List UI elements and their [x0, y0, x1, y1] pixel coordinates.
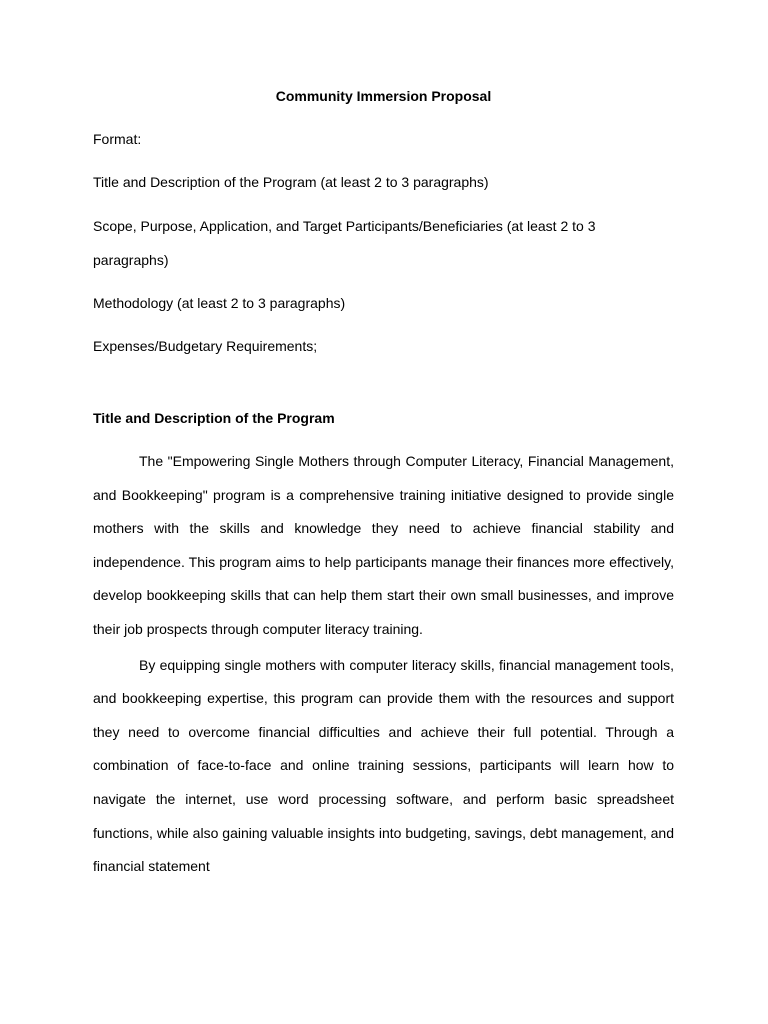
document-title: Community Immersion Proposal [275, 88, 492, 104]
document-page [93, 87, 674, 893]
format-item-scope-purpose: Scope, Purpose, Application, and Target Participants/Beneficiaries (at least 2 to 3 paragraphs) [93, 218, 596, 268]
section-heading: Title and Description of the Program [93, 410, 335, 426]
body-paragraph: By equipping single mothers with computer literacy skills, financial management tools, and bookkeeping expertise, this program can provide them with the resources and support they need to overcome financial difficulties and achieve their full potential. Through a combination of face-to-face and online training sessions, participants will learn how to navigate the internet, use word processing software, and perform basic spreadsheet functions, while also gaining valuable insights into budgeting, savings, debt management, and financial statement [93, 656, 674, 875]
format-item-expenses: Expenses/Budgetary Requirements; [93, 338, 318, 354]
format-item-methodology: Methodology (at least 2 to 3 paragraphs) [93, 295, 346, 311]
format-label: Format: [93, 131, 142, 147]
format-item-title-description: Title and Description of the Program (at least 2 to 3 paragraphs) [93, 174, 489, 190]
body-paragraph: The "Empowering Single Mothers through Computer Literacy, Financial Management, and Bookkeeping" program is a comprehensive training initiative designed to provide single mothers with the skills and knowledge they need to achieve financial stability and independence. This program aims to help participants manage their finances more effectively, develop bookkeeping skills that can help them start their own small businesses, and improve their job prospects through computer literacy training. [93, 453, 674, 637]
